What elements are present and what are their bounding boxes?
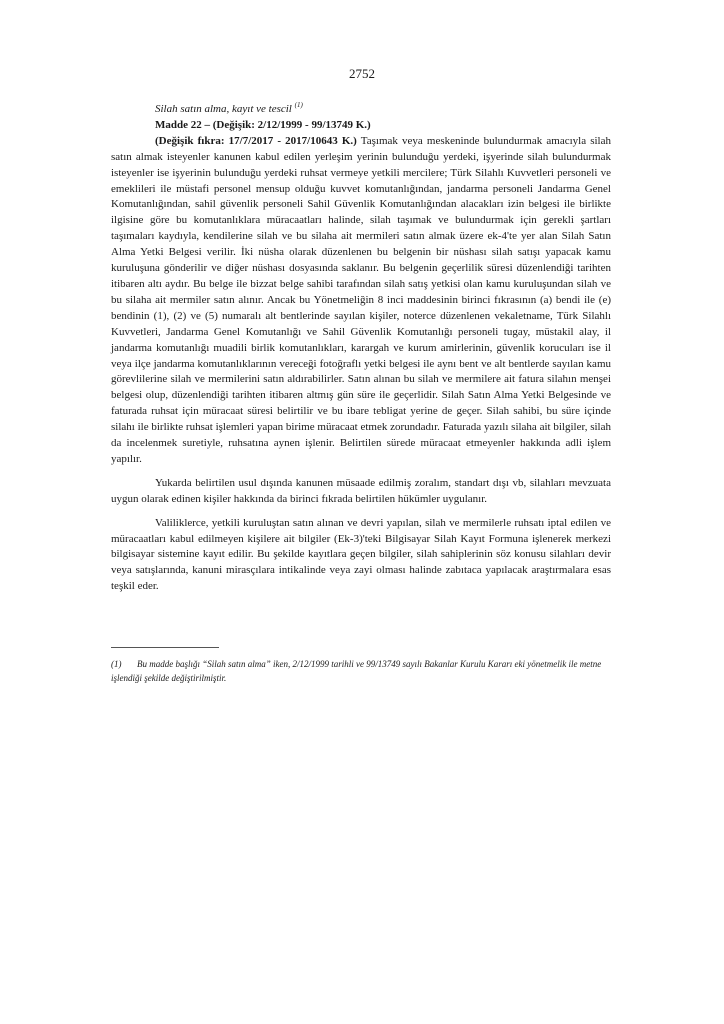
footnote-text: Bu madde başlığı “Silah satın alma” iken, 2/12/1999 tarihli ve 99/13749 sayılı Bakanlar Kurulu Kararı eki yönetmelik ile metne işlendiği şekilde değiştirilmiştir. bbox=[111, 659, 602, 683]
article-heading: Madde 22 – (Değişik: 2/12/1999 - 99/13749 K.) bbox=[155, 118, 371, 131]
article-title-text: Silah satın alma, kayıt ve tescil bbox=[155, 103, 292, 115]
article-title bbox=[111, 98, 611, 118]
footnote-marker: (1) bbox=[111, 659, 122, 669]
amendment-note: (Değişik fıkra: 17/7/2017 - 2017/10643 K.) bbox=[155, 134, 357, 147]
paragraph-2: Yukarda belirtilen usul dışında kanunen müsaade edilmiş zoralım, standart dışı vb, silahları mevzuata uygun olarak edinen kişiler hakkında da birinci fıkrada belirtilen hükümler uygulanır. bbox=[111, 476, 611, 505]
paragraph-3: Valiliklerce, yetkili kuruluştan satın alınan ve devri yapılan, silah ve mermilerle ruhsatı iptal edilen ve müracaatları kabul edilmeyen kişilere ait bilgiler (Ek-3)'teki Bilgisayar Silah Kayıt Formuna işlenerek merkezi bilgisayar sistemine kayıt edilir. Bu şekilde kayıtlara geçen bilgiler, silah sahiplerinin söz konusu silahları devir veya satışlarında, kanuni mirasçılara intikalinde veya zayi olması halinde zabıtaca yapılacak araştırmalara esas teşkil eder. bbox=[111, 516, 611, 593]
footnote-reference: (1) bbox=[294, 101, 303, 109]
paragraph-1 bbox=[111, 134, 611, 468]
page-number: 2752 bbox=[349, 66, 375, 81]
footnote bbox=[111, 657, 616, 685]
footnote-divider bbox=[111, 647, 219, 648]
paragraph-1-body: Taşımak veya meskeninde bulundurmak amacıyla silah satın almak isteyenler kanunen kabul edilen yerleşim yerinin bulunduğu yerdeki, işyerinde silah bulundurmak isteyenler ise işyerinin bulunduğu yerdeki ruhsat vermeye yetkili mercilere; Türk Silahlı Kuvvetleri personeli ve emeklileri ile müstafi personel mensup olduğu kuvvet komutanlığından, jandarma personeli Jandarma Genel Komutanlığından, sahil güvenlik personeli Sahil Güvenlik Komutanlığından alacakları izin belgesi ile birlikte ilgisine göre bu komutanlıklara müracaatları halinde, silah taşımak ve bulundurmak için gerekli şartları taşımaları kaydıyla, kendilerine silah ve bu silaha ait mermileri satın almak üzere ek-4'te yer alan Silah Satın Alma Yetki Belgesi verilir. İki nüsha olarak düzenlenen bu belgenin bir nüshası silah satışı yapacak kamu kuruluşuna gönderilir ve diğer nüshası dosyasında saklanır. Bu belgenin geçerlilik süresi düzenlendiği tarihten itibaren altı aydır. Bu belge ile bizzat belge sahibi tarafından silah satış yetkisi olan kamu kuruluşundan silah ve bu silaha ait mermiler satın alınır. Ancak bu Yönetmeliğin 8 inci maddesinin birinci fıkrasının (a) bendi ile (e) bendinin (1), (2) ve (5) numaralı alt bentlerinde sayılan kişiler, noterce düzenlenen vekaletname, Türk Silahlı Kuvvetleri, Jandarma Genel Komutanlığı ve Sahil Güvenlik Komutanlığı personeli tugay, müstakil alay, il jandarma komutanlığı muadili birlik komutanlıkları, karargah ve kurum amirlerinin, güvenlik korucuları ise il veya ilçe jandarma komutanlıklarının vereceği fotoğraflı yetki belgesi ile aynı bent ve alt bentlerde sayılan kamu görevlilerine silah ve mermilerini satın aldırabilirler. Satın alınan bu silah ve mermilere ait fatura silahın menşei belgesi olup, düzenlendiği tarihten itibaren altmış gün süre ile geçerlidir. Silah Satın Alma Yetki Belgesinde ve faturada ruhsat için müracaat süresi belirtilir ve bu ibare tebligat yerine de geçer. Silah sahibi, bu süre içinde silahı ile birlikte ruhsat işlemleri yapan birime müracaat etmek zorundadır. Faturada yazılı silaha ait bilgiler, silah da incelenmek suretiyle, ruhsatına aynen işlenir. Belirtilen sürede müracaat etmeyenler hakkında adli işlem yapılır. bbox=[111, 134, 611, 465]
article-section bbox=[111, 98, 611, 595]
